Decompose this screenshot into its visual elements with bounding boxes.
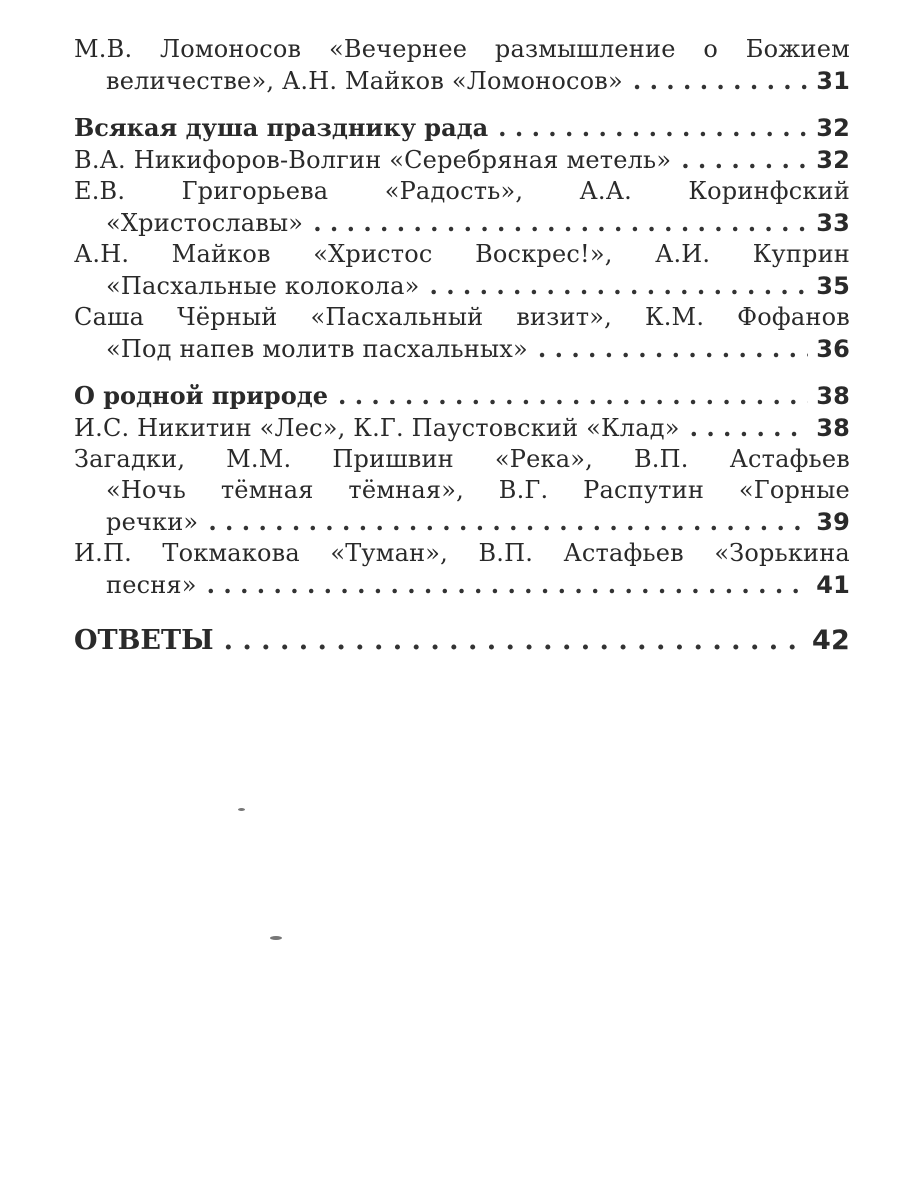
toc-entry (74, 239, 850, 302)
toc-section-heading (74, 112, 850, 144)
toc-entry (74, 412, 850, 444)
dot-leader (224, 625, 806, 656)
toc-entry-last-line (74, 112, 850, 144)
dot-leader (338, 380, 808, 411)
toc-page-number: 36 (816, 335, 850, 363)
toc-entry (74, 176, 850, 239)
toc-page-number: 32 (816, 146, 850, 174)
toc-entry-title: песня» (106, 571, 197, 599)
toc-entry-last-line (74, 144, 850, 176)
toc-entry-title: ОТВЕТЫ (74, 625, 214, 656)
toc-entry-title: речки» (106, 508, 199, 536)
toc-entry-title: величестве», А.Н. Майков «Ломоносов» (106, 67, 623, 95)
toc-entry-line: Е.В. Григорьева «Радость», А.А. Коринфский (74, 177, 850, 205)
dot-leader (207, 569, 808, 600)
dot-leader (429, 270, 808, 301)
toc-entry-last-line (74, 569, 850, 601)
toc-page-number: 38 (816, 414, 850, 442)
toc-entry (74, 34, 850, 97)
toc-entry-title: «Под напев молитв пасхальных» (106, 335, 528, 363)
toc-page-number: 35 (816, 272, 850, 300)
toc-page-number: 42 (812, 625, 850, 656)
toc-answers-entry (74, 625, 850, 656)
toc-entry-title: О родной природе (74, 381, 328, 410)
toc-entry-line: Саша Чёрный «Пасхальный визит», К.М. Фофанов (74, 303, 850, 331)
print-speck (238, 808, 245, 811)
toc-entry-line: И.П. Токмакова «Туман», В.П. Астафьев «Зорькина (74, 539, 850, 567)
toc-entry-last-line (74, 506, 850, 538)
toc-entry-last-line (74, 380, 850, 412)
toc-entry-title: И.С. Никитин «Лес», К.Г. Паустовский «Клад» (74, 414, 680, 442)
toc-entry-last-line (74, 625, 850, 656)
toc-entry-last-line (74, 333, 850, 365)
dot-leader (681, 144, 808, 175)
toc-page-number: 31 (816, 67, 850, 95)
toc-entry (74, 538, 850, 601)
toc-entry-line: А.Н. Майков «Христос Воскрес!», А.И. Куприн (74, 240, 850, 268)
dot-leader (498, 112, 808, 143)
dot-leader (313, 207, 808, 238)
toc-entry-last-line (74, 412, 850, 444)
table-of-contents (74, 34, 850, 656)
toc-entry-last-line (74, 65, 850, 97)
toc-entry-line: М.В. Ломоносов «Вечернее размышление о Божием (74, 35, 850, 63)
toc-entry-last-line (74, 270, 850, 302)
toc-entry-line: Загадки, М.М. Пришвин «Река», В.П. Астафьев (74, 445, 850, 473)
toc-entry-title: «Пасхальные колокола» (106, 272, 420, 300)
dot-leader (690, 412, 808, 443)
toc-section-heading (74, 380, 850, 412)
dot-leader (208, 506, 808, 537)
toc-entry-title: «Христославы» (106, 209, 304, 237)
toc-entry-title: В.А. Никифоров-Волгин «Серебряная метель» (74, 146, 672, 174)
toc-page-number: 39 (816, 508, 850, 536)
toc-entry-line: «Ночь тёмная тёмная», В.Г. Распутин «Горные (106, 476, 850, 504)
toc-entry-last-line (74, 207, 850, 239)
toc-page-number: 32 (816, 114, 850, 142)
toc-page-number: 33 (816, 209, 850, 237)
toc-page-number: 38 (816, 382, 850, 410)
dot-leader (633, 65, 808, 96)
toc-entry (74, 444, 850, 538)
toc-entry-title: Всякая душа празднику рада (74, 113, 489, 142)
print-speck (270, 936, 282, 940)
toc-entry (74, 302, 850, 365)
dot-leader (538, 333, 808, 364)
toc-entry (74, 144, 850, 176)
toc-page-number: 41 (816, 571, 850, 599)
